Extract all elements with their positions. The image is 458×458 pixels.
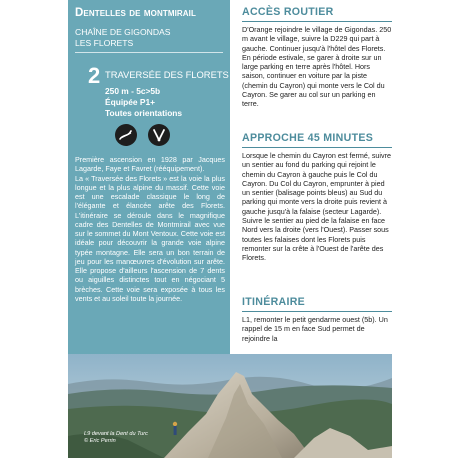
route-info-panel xyxy=(68,0,230,354)
section-text: L1, remonter le petit gendarme ouest (5b). Un rappel de 15 m en face Sud permet de rejoindre la xyxy=(242,315,388,343)
route-number: 2 xyxy=(88,63,101,88)
section-rule xyxy=(242,21,392,22)
section-acces-routier xyxy=(242,6,392,113)
quickdraw-icon xyxy=(148,124,170,146)
panel-divider xyxy=(75,52,223,53)
sector-name: LES FLORETS xyxy=(75,38,134,48)
route-name: TRAVERSÉE DES FLORETS xyxy=(105,69,229,80)
rope-stick-icon xyxy=(115,124,137,146)
photo-caption-title: L9 devant la Dent du Turc xyxy=(84,431,148,437)
section-approche xyxy=(242,132,392,267)
section-title: ITINÉRAIRE xyxy=(242,296,306,308)
route-length-grade: 250 m - 5c>5b xyxy=(105,86,161,96)
chain-name: CHAÎNE DE GIGONDAS xyxy=(75,27,171,37)
route-specs xyxy=(105,86,182,118)
section-rule xyxy=(242,147,392,148)
photo-caption xyxy=(84,431,148,445)
section-itineraire xyxy=(242,296,392,347)
route-orientation: Toutes orientations xyxy=(105,107,183,118)
section-title: ACCÈS ROUTIER xyxy=(242,6,334,18)
description-paragraph: La « Traversée des Florets » est la voie la plus longue et la plus alpine du massif. Cette voie est une escalade classique le long de l'élégante et élancée arête des Florets. L'itinéraire se déroule dans le magnifique cadre des Dentelles de Montmirail avec vue sur le sommet du Mont Ventoux. Cette voie est idéale pour découvrir la grande voie alpine typée montagne. Elle sera un bon terrain de jeu pour les manœuvres d'évolution sur arête. Elle propose d'ailleurs l'ascension de 7 dents ou aiguilles distinctes tout en négociant 5 brèches. Cette voie sera exposée à tous les vents et au soleil toute la journée. xyxy=(75,173,225,303)
route-equipment: Équipée P1+ xyxy=(105,96,156,107)
route-description xyxy=(75,155,225,303)
section-rule xyxy=(242,311,392,312)
section-text: D'Orange rejoindre le village de Gigondas. 250 m avant le village, suivre la D229 qui part à gauche. Continuer jusqu'à l'hôtel des Florets. En période estivale, se garer à droite sur un large parking en terre après l'hôtel. Hors saison, continuer en voiture par la piste (chemin du Cayron) qui monte vers le Col du Cayron. Se garer au col sur un parking en terre. xyxy=(242,25,392,109)
photo-credit: © Eric Perrin xyxy=(84,438,116,444)
climbing-photo xyxy=(68,354,392,458)
section-title: APPROCHE 45 MINUTES xyxy=(242,132,374,144)
description-paragraph: Première ascension en 1928 par Jacques Lagarde, Faye et Favret (rééquipement). xyxy=(75,155,225,174)
book-title: Dentelles de montmirail xyxy=(75,7,196,19)
section-text: Lorsque le chemin du Cayron est fermé, suivre un sentier au fond du parking qui rejoint le chemin du Cayron à gauche puis le Col du Cayron. Du Col du Cayron, emprunter à pied un sentier (balisage points bleus) au Sud du parking qui monte vers la droite puis revient à gauche jusqu'à la falaise (secteur Lagarde). Suivre le sentier au pied de la falaise en face Nord vers la droite (vers l'Ouest). Passer sous toutes les falaises dont les Florets puis remonter sur la crête à l'Ouest de l'arête des Florets. xyxy=(242,151,392,263)
